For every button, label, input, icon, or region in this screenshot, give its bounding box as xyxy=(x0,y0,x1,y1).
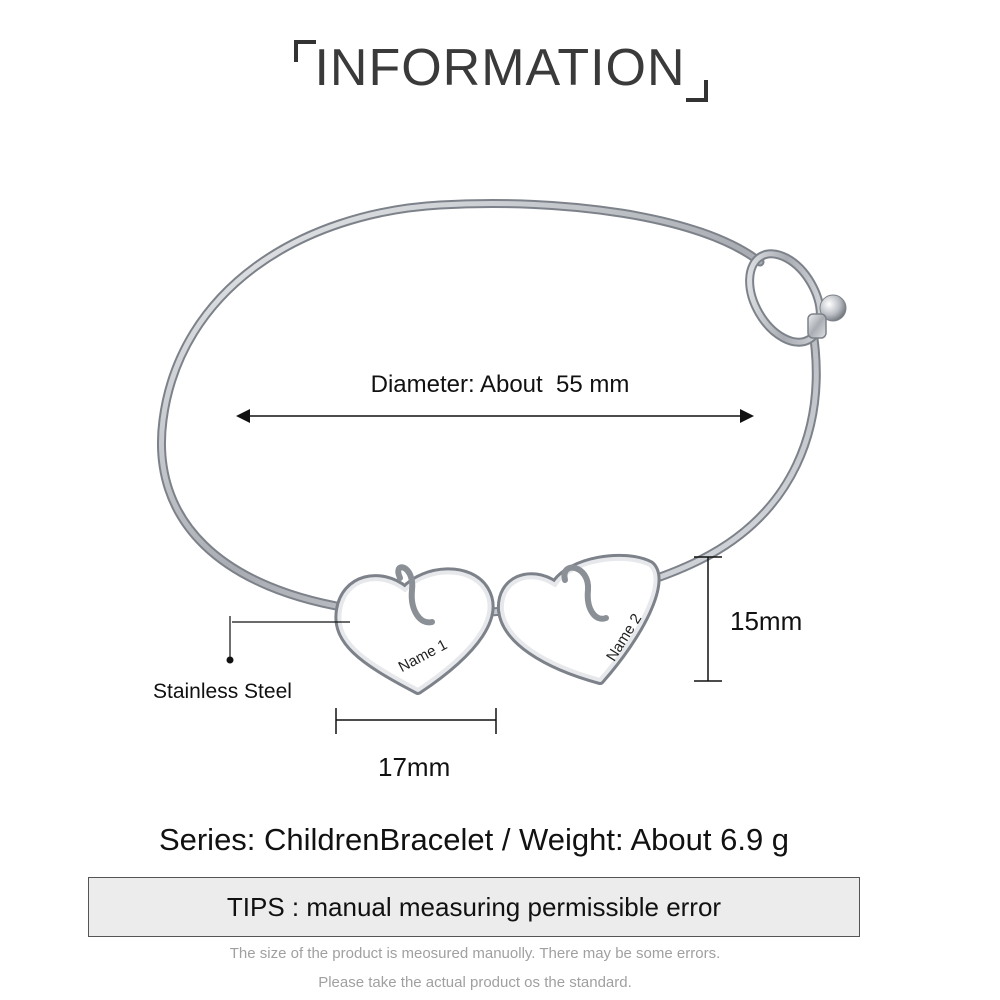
page-title: INFORMATION xyxy=(314,39,686,97)
height-measure-line xyxy=(694,557,722,681)
width-measure-line xyxy=(336,708,496,734)
tips-note-line-2: Please take the actual product os the standard. xyxy=(318,974,632,991)
clasp-end-cap xyxy=(808,314,826,338)
width-label: 17mm xyxy=(378,752,451,782)
diameter-label: Diameter: About 55 mm xyxy=(370,371,630,398)
charm-2-engraving: Name 2 xyxy=(603,610,646,665)
bangle-wire xyxy=(161,203,816,614)
charm-1-engraving: Name 1 xyxy=(395,636,451,676)
diameter-arrow xyxy=(236,409,754,423)
material-callout-line xyxy=(227,616,351,664)
heart-charm-1 xyxy=(339,567,489,690)
tips-label: TIPS : manual measuring permissible error xyxy=(226,891,722,922)
material-label: Stainless Steel xyxy=(153,680,292,703)
height-label: 15mm xyxy=(730,606,803,636)
tips-note-line-1: The size of the product is meosured manuolly. There may be some errors. xyxy=(229,945,721,962)
series-weight-line: Series: ChildrenBracelet / Weight: About 6.9 g xyxy=(158,822,790,857)
tips-box xyxy=(88,877,860,937)
